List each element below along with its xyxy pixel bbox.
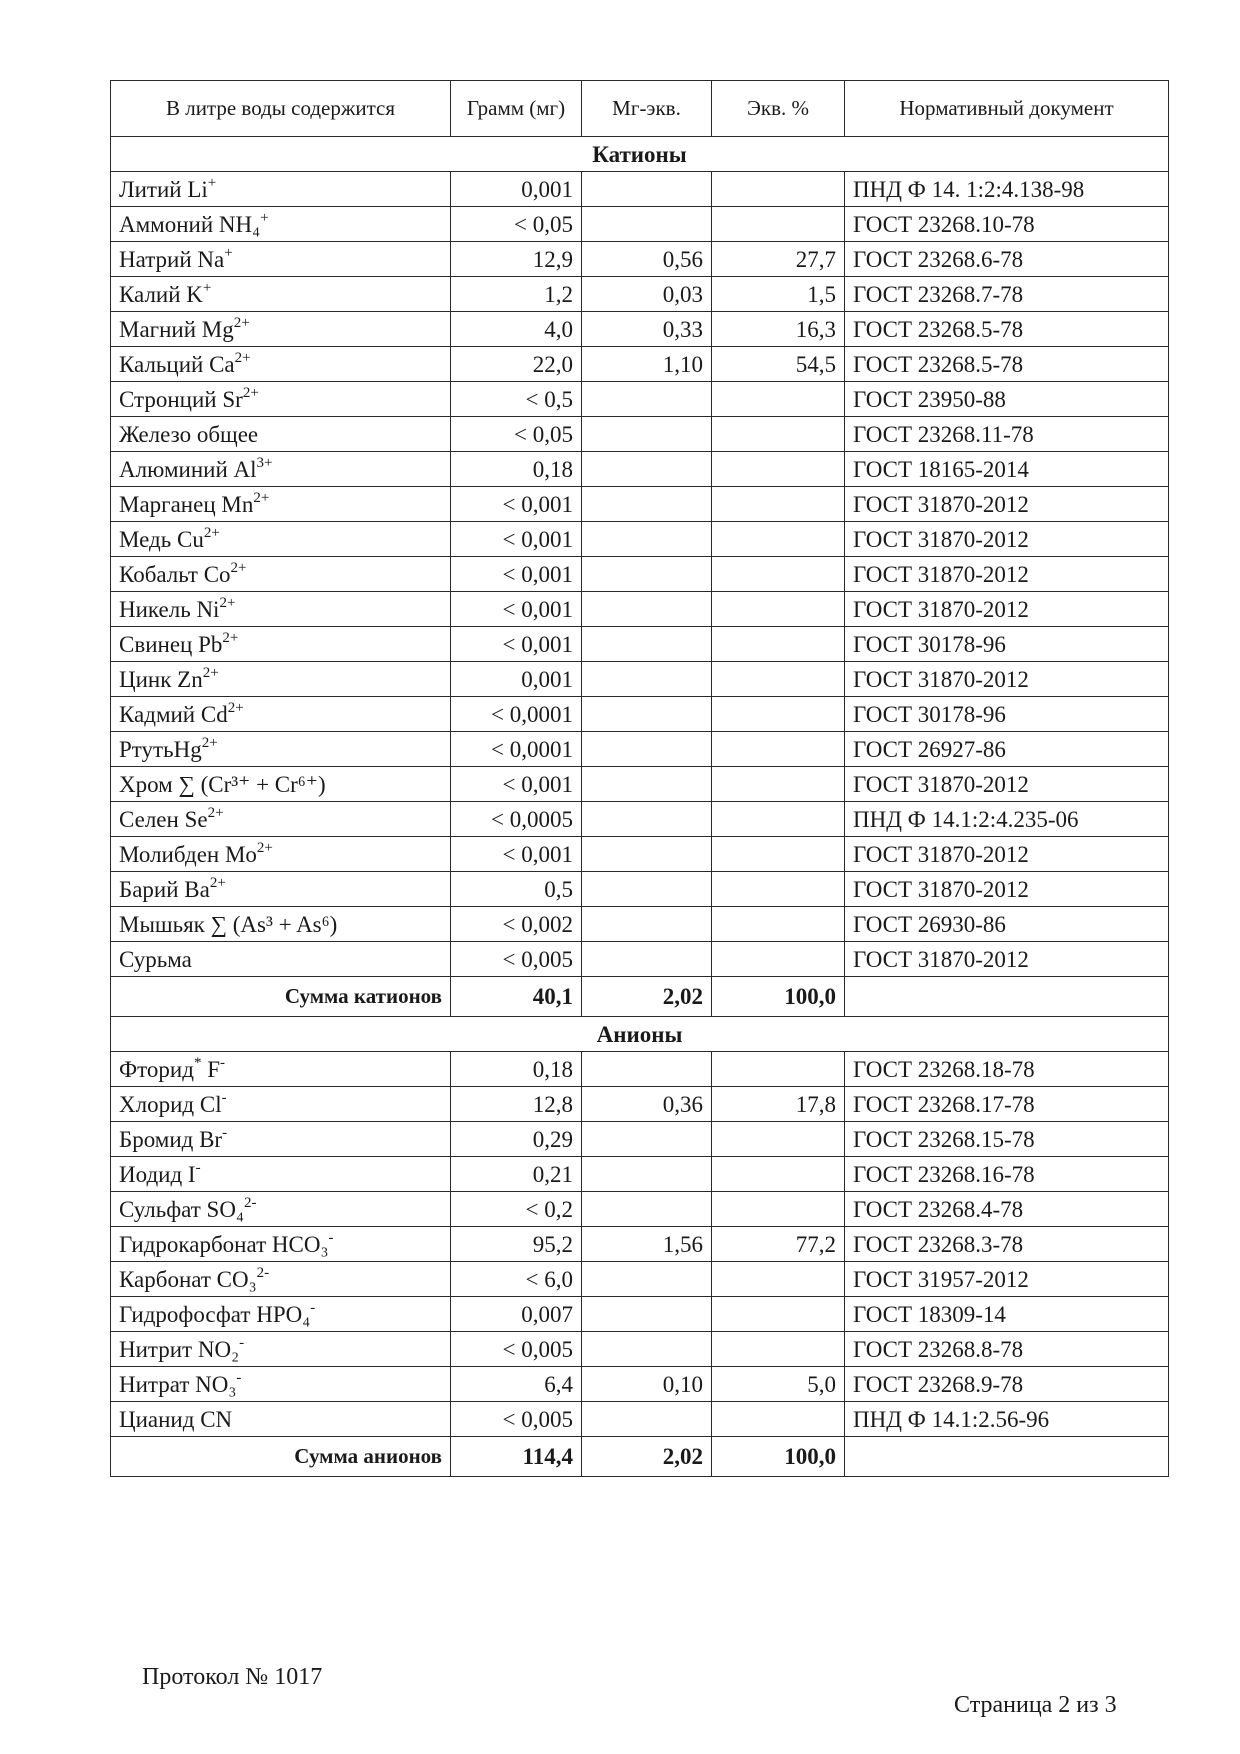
eq-percent-value	[712, 1157, 845, 1192]
normative-document: ГОСТ 18309-14	[845, 1297, 1169, 1332]
component-label: Карбонат CO₃	[119, 1266, 257, 1292]
component-label: Иодид I	[119, 1161, 196, 1187]
meq-value	[582, 732, 712, 767]
table-row	[111, 662, 1169, 697]
normative-document: ГОСТ 31870-2012	[845, 487, 1169, 522]
eq-percent-value: 54,5	[712, 347, 845, 382]
gram-value: < 0,005	[451, 942, 582, 977]
component-label: Литий Li	[119, 176, 208, 202]
table-row	[111, 697, 1169, 732]
component-name	[111, 1297, 451, 1332]
table-row	[111, 1157, 1169, 1192]
component-name	[111, 732, 451, 767]
component-label: Селен Se	[119, 806, 208, 832]
eq-percent-value	[712, 1297, 845, 1332]
gram-value: < 0,05	[451, 207, 582, 242]
component-label: Никель Ni	[119, 596, 220, 622]
component-label: Гидрокарбонат HCO₃	[119, 1231, 329, 1257]
component-name	[111, 487, 451, 522]
meq-value	[582, 207, 712, 242]
charge-superscript: 2-	[243, 1194, 257, 1211]
component-label: Кобальт Co	[119, 561, 231, 587]
component-label: Натрий Na	[119, 246, 225, 272]
component-name	[111, 452, 451, 487]
table-row	[111, 627, 1169, 662]
eq-percent-value	[712, 767, 845, 802]
component-name	[111, 1157, 451, 1192]
eq-percent-value	[712, 802, 845, 837]
eq-percent-value	[712, 837, 845, 872]
table-row	[111, 487, 1169, 522]
component-label: Кальций Ca	[119, 351, 235, 377]
gram-value: < 0,001	[451, 592, 582, 627]
component-name	[111, 347, 451, 382]
normative-document: ПНД Ф 14. 1:2:4.138-98	[845, 172, 1169, 207]
charge-superscript: +	[260, 209, 269, 226]
component-label: Калий K	[119, 281, 203, 307]
gram-value: < 0,2	[451, 1192, 582, 1227]
normative-document: ГОСТ 23268.5-78	[845, 347, 1169, 382]
gram-value: < 0,001	[451, 627, 582, 662]
table-row	[111, 1297, 1169, 1332]
normative-document: ГОСТ 26927-86	[845, 732, 1169, 767]
table-row	[111, 767, 1169, 802]
eq-percent-value	[712, 627, 845, 662]
meq-value	[582, 1332, 712, 1367]
gram-value: 0,5	[451, 872, 582, 907]
component-label: Свинец Pb	[119, 631, 223, 657]
eq-percent-value: 17,8	[712, 1087, 845, 1122]
meq-value	[582, 1262, 712, 1297]
component-name	[111, 872, 451, 907]
component-name	[111, 1087, 451, 1122]
component-label: Молибден Mo	[119, 841, 257, 867]
normative-document: ГОСТ 31870-2012	[845, 767, 1169, 802]
charge-superscript: *	[193, 1054, 202, 1071]
meq-value	[582, 382, 712, 417]
charge-superscript: 2+	[230, 559, 247, 576]
component-name	[111, 1402, 451, 1437]
eq-percent-value	[712, 522, 845, 557]
meq-value	[582, 942, 712, 977]
normative-document: ГОСТ 23268.18-78	[845, 1052, 1169, 1087]
meq-value	[582, 172, 712, 207]
normative-document: ГОСТ 23268.17-78	[845, 1087, 1169, 1122]
eq-percent-value	[712, 172, 845, 207]
eq-percent-value	[712, 697, 845, 732]
gram-value: 12,9	[451, 242, 582, 277]
component-name	[111, 837, 451, 872]
gram-value: 12,8	[451, 1087, 582, 1122]
meq-value	[582, 592, 712, 627]
eq-percent-value	[712, 662, 845, 697]
table-header-row	[111, 81, 1169, 137]
table-body	[111, 137, 1169, 1477]
component-name	[111, 172, 451, 207]
protocol-number: Протокол № 1017	[142, 1664, 323, 1690]
meq-value: 1,56	[582, 1227, 712, 1262]
table-row	[111, 382, 1169, 417]
meq-value: 0,03	[582, 277, 712, 312]
charge-superscript: +	[202, 279, 212, 296]
component-label: Медь Cu	[119, 526, 204, 552]
charge-superscript: 2+	[201, 734, 218, 751]
table-row	[111, 802, 1169, 837]
component-label: Алюминий Al	[119, 456, 257, 482]
gram-value: 1,2	[451, 277, 582, 312]
normative-document: ГОСТ 23268.9-78	[845, 1367, 1169, 1402]
component-label: Аммоний NH₄	[119, 211, 261, 237]
meq-value	[582, 1297, 712, 1332]
normative-document: ГОСТ 31957-2012	[845, 1262, 1169, 1297]
header-document: Нормативный документ	[845, 81, 1169, 137]
normative-document: ГОСТ 31870-2012	[845, 872, 1169, 907]
table-row	[111, 1227, 1169, 1262]
table-row	[111, 312, 1169, 347]
normative-document: ГОСТ 23268.16-78	[845, 1157, 1169, 1192]
component-name	[111, 627, 451, 662]
normative-document: ГОСТ 23268.11-78	[845, 417, 1169, 452]
charge-superscript: 2+	[219, 594, 236, 611]
eq-percent-value: 27,7	[712, 242, 845, 277]
component-label: Нитрат NO₃	[119, 1371, 237, 1397]
gram-value: 95,2	[451, 1227, 582, 1262]
sum-label: Сумма анионов	[111, 1437, 451, 1477]
eq-percent-value: 77,2	[712, 1227, 845, 1262]
section-row-cations	[111, 137, 1169, 172]
component-label: Мышьяк ∑ (As³ + As⁶)	[119, 911, 338, 937]
component-label: Марганец Mn	[119, 491, 254, 517]
sum-gram: 40,1	[451, 977, 582, 1017]
table-row	[111, 1192, 1169, 1227]
component-label-symbol: F	[201, 1056, 220, 1082]
component-label: Фторид	[119, 1056, 194, 1082]
eq-percent-value	[712, 487, 845, 522]
sum-row-anions	[111, 1437, 1169, 1477]
component-name	[111, 1262, 451, 1297]
charge-superscript: 2+	[253, 489, 270, 506]
table-row	[111, 557, 1169, 592]
eq-percent-value	[712, 1052, 845, 1087]
charge-superscript: -	[328, 1229, 334, 1246]
component-name	[111, 767, 451, 802]
charge-superscript: -	[222, 1124, 228, 1141]
charge-superscript: 2+	[209, 874, 226, 891]
eq-percent-value	[712, 872, 845, 907]
component-name	[111, 662, 451, 697]
normative-document: ГОСТ 23268.7-78	[845, 277, 1169, 312]
component-label: Барий Ba	[119, 876, 210, 902]
sum-eq: 100,0	[712, 1437, 845, 1477]
component-name	[111, 382, 451, 417]
gram-value: < 0,0001	[451, 697, 582, 732]
normative-document: ПНД Ф 14.1:2:4.235-06	[845, 802, 1169, 837]
gram-value: < 0,5	[451, 382, 582, 417]
meq-value	[582, 627, 712, 662]
component-name	[111, 277, 451, 312]
eq-percent-value: 5,0	[712, 1367, 845, 1402]
eq-percent-value	[712, 1192, 845, 1227]
eq-percent-value	[712, 732, 845, 767]
header-component: В литре воды содержится	[111, 81, 451, 137]
charge-superscript: 2+	[242, 384, 259, 401]
table-row	[111, 417, 1169, 452]
table-row	[111, 1402, 1169, 1437]
component-name	[111, 697, 451, 732]
table-row	[111, 942, 1169, 977]
normative-document: ГОСТ 23268.10-78	[845, 207, 1169, 242]
normative-document: ГОСТ 31870-2012	[845, 662, 1169, 697]
eq-percent-value	[712, 592, 845, 627]
component-name	[111, 417, 451, 452]
component-label: РтутьHg	[119, 736, 202, 762]
table-row	[111, 452, 1169, 487]
component-name	[111, 1122, 451, 1157]
meq-value	[582, 1052, 712, 1087]
sum-meq: 2,02	[582, 977, 712, 1017]
eq-percent-value	[712, 207, 845, 242]
normative-document: ГОСТ 23268.4-78	[845, 1192, 1169, 1227]
meq-value: 0,33	[582, 312, 712, 347]
charge-superscript: 2-	[256, 1264, 270, 1281]
sum-meq: 2,02	[582, 1437, 712, 1477]
gram-value: < 0,05	[451, 417, 582, 452]
charge-superscript: 2+	[227, 699, 244, 716]
normative-document: ГОСТ 23268.3-78	[845, 1227, 1169, 1262]
charge-superscript: +	[207, 174, 217, 191]
normative-document: ГОСТ 31870-2012	[845, 592, 1169, 627]
gram-value: 0,21	[451, 1157, 582, 1192]
sum-gram: 114,4	[451, 1437, 582, 1477]
component-label: Цианид CN	[119, 1406, 233, 1432]
table-row	[111, 522, 1169, 557]
meq-value	[582, 1157, 712, 1192]
charge-superscript: -	[221, 1089, 227, 1106]
gram-value: 22,0	[451, 347, 582, 382]
sum-doc-empty	[845, 977, 1169, 1017]
component-label: Цинк Zn	[119, 666, 203, 692]
component-name	[111, 1367, 451, 1402]
table-row	[111, 172, 1169, 207]
meq-value: 0,10	[582, 1367, 712, 1402]
table-row	[111, 837, 1169, 872]
component-label: Железо общее	[119, 421, 259, 447]
meq-value	[582, 907, 712, 942]
meq-value	[582, 452, 712, 487]
component-label: Гидрофосфат HPO₄	[119, 1301, 311, 1327]
gram-value: < 0,001	[451, 487, 582, 522]
normative-document: ГОСТ 23950-88	[845, 382, 1169, 417]
meq-value	[582, 872, 712, 907]
eq-percent-value	[712, 1122, 845, 1157]
eq-percent-value: 1,5	[712, 277, 845, 312]
charge-superscript: 2+	[207, 804, 224, 821]
meq-value	[582, 1402, 712, 1437]
header-gram: Грамм (мг)	[451, 81, 582, 137]
meq-value	[582, 487, 712, 522]
sum-row-cations	[111, 977, 1169, 1017]
charge-superscript: 2+	[203, 524, 220, 541]
gram-value: < 0,0005	[451, 802, 582, 837]
charge-superscript: -	[239, 1334, 245, 1351]
table-row	[111, 1332, 1169, 1367]
table-row	[111, 732, 1169, 767]
water-composition-table	[110, 80, 1169, 1477]
charge-superscript: 2+	[222, 629, 239, 646]
normative-document: ГОСТ 23268.5-78	[845, 312, 1169, 347]
eq-percent-value	[712, 382, 845, 417]
normative-document: ПНД Ф 14.1:2.56-96	[845, 1402, 1169, 1437]
eq-percent-value	[712, 942, 845, 977]
component-name	[111, 207, 451, 242]
table-row	[111, 1262, 1169, 1297]
normative-document: ГОСТ 23268.15-78	[845, 1122, 1169, 1157]
meq-value	[582, 837, 712, 872]
table-row	[111, 242, 1169, 277]
normative-document: ГОСТ 30178-96	[845, 627, 1169, 662]
section-row-anions	[111, 1017, 1169, 1052]
section-title-anions: Анионы	[111, 1017, 1169, 1052]
sum-label: Сумма катионов	[111, 977, 451, 1017]
gram-value: 6,4	[451, 1367, 582, 1402]
gram-value: 0,001	[451, 662, 582, 697]
component-label: Сурьма	[119, 946, 192, 972]
gram-value: < 0,005	[451, 1402, 582, 1437]
gram-value: < 0,002	[451, 907, 582, 942]
component-name	[111, 1192, 451, 1227]
eq-percent-value	[712, 1262, 845, 1297]
header-eq-percent: Экв. %	[712, 81, 845, 137]
component-name	[111, 907, 451, 942]
page-number: Страница 2 из 3	[954, 1692, 1117, 1718]
charge-superscript: 2+	[256, 839, 273, 856]
table-row	[111, 207, 1169, 242]
eq-percent-value	[712, 1402, 845, 1437]
charge-superscript: 2+	[234, 349, 251, 366]
gram-value: 0,007	[451, 1297, 582, 1332]
charge-superscript: -	[219, 1054, 225, 1071]
normative-document: ГОСТ 31870-2012	[845, 522, 1169, 557]
table-row	[111, 907, 1169, 942]
meq-value	[582, 1122, 712, 1157]
sum-doc-empty	[845, 1437, 1169, 1477]
eq-percent-value	[712, 1332, 845, 1367]
gram-value: 0,29	[451, 1122, 582, 1157]
normative-document: ГОСТ 26930-86	[845, 907, 1169, 942]
normative-document: ГОСТ 30178-96	[845, 697, 1169, 732]
meq-value	[582, 522, 712, 557]
component-name	[111, 802, 451, 837]
component-label: Сульфат SO₄	[119, 1196, 244, 1222]
component-name	[111, 592, 451, 627]
gram-value: < 6,0	[451, 1262, 582, 1297]
meq-value	[582, 697, 712, 732]
table-row	[111, 872, 1169, 907]
gram-value: < 0,001	[451, 837, 582, 872]
section-title-cations: Катионы	[111, 137, 1169, 172]
meq-value: 0,36	[582, 1087, 712, 1122]
eq-percent-value	[712, 452, 845, 487]
normative-document: ГОСТ 23268.6-78	[845, 242, 1169, 277]
component-label: Хлорид Cl	[119, 1091, 222, 1117]
component-name	[111, 1332, 451, 1367]
meq-value	[582, 767, 712, 802]
eq-percent-value	[712, 557, 845, 592]
component-name	[111, 1227, 451, 1262]
gram-value: 0,18	[451, 452, 582, 487]
gram-value: < 0,005	[451, 1332, 582, 1367]
gram-value: 0,18	[451, 1052, 582, 1087]
sum-eq: 100,0	[712, 977, 845, 1017]
table-row	[111, 1052, 1169, 1087]
meq-value	[582, 802, 712, 837]
component-name	[111, 522, 451, 557]
component-label: Стронций Sr	[119, 386, 243, 412]
meq-value	[582, 1192, 712, 1227]
normative-document: ГОСТ 18165-2014	[845, 452, 1169, 487]
component-label: Хром ∑ (Cr³⁺ + Cr⁶⁺)	[119, 771, 326, 797]
table-row	[111, 277, 1169, 312]
eq-percent-value	[712, 907, 845, 942]
table-row	[111, 1122, 1169, 1157]
table-row	[111, 347, 1169, 382]
eq-percent-value: 16,3	[712, 312, 845, 347]
normative-document: ГОСТ 31870-2012	[845, 837, 1169, 872]
meq-value: 1,10	[582, 347, 712, 382]
meq-value: 0,56	[582, 242, 712, 277]
gram-value: < 0,001	[451, 767, 582, 802]
normative-document: ГОСТ 31870-2012	[845, 942, 1169, 977]
component-name	[111, 557, 451, 592]
table-row	[111, 1087, 1169, 1122]
table-row	[111, 1367, 1169, 1402]
gram-value: < 0,001	[451, 522, 582, 557]
component-label: Нитрит NO₂	[119, 1336, 240, 1362]
charge-superscript: 3+	[256, 454, 273, 471]
normative-document: ГОСТ 23268.8-78	[845, 1332, 1169, 1367]
charge-superscript: 2+	[233, 314, 250, 331]
charge-superscript: 2+	[202, 664, 219, 681]
charge-superscript: -	[310, 1299, 316, 1316]
meq-value	[582, 662, 712, 697]
component-label: Бромид Br	[119, 1126, 223, 1152]
eq-percent-value	[712, 417, 845, 452]
component-name	[111, 1052, 451, 1087]
gram-value: < 0,0001	[451, 732, 582, 767]
charge-superscript: -	[236, 1369, 242, 1386]
meq-value	[582, 557, 712, 592]
normative-document: ГОСТ 31870-2012	[845, 557, 1169, 592]
component-label: Кадмий Cd	[119, 701, 228, 727]
table-row	[111, 592, 1169, 627]
component-name	[111, 312, 451, 347]
component-name	[111, 942, 451, 977]
charge-superscript: +	[224, 244, 233, 261]
meq-value	[582, 417, 712, 452]
gram-value: 0,001	[451, 172, 582, 207]
component-label: Магний Mg	[119, 316, 234, 342]
gram-value: < 0,001	[451, 557, 582, 592]
gram-value: 4,0	[451, 312, 582, 347]
charge-superscript: -	[195, 1159, 201, 1176]
component-name	[111, 242, 451, 277]
header-meq: Мг-экв.	[582, 81, 712, 137]
